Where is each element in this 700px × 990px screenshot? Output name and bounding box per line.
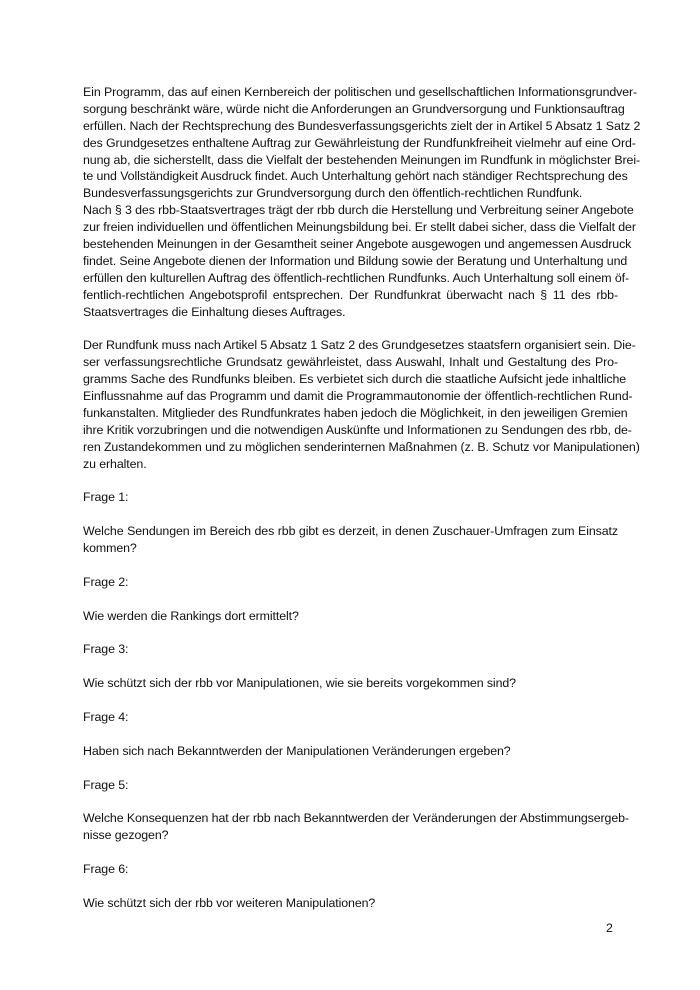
text-line: ihre Kritik vorzubringen und die notwendigen Auskünfte und Informationen zu Sendungen des rbb, de- (83, 422, 632, 437)
question-label: Frage 5: (83, 777, 129, 792)
text-line: gramms Sache des Rundfunks bleiben. Es verbietet sich durch die staatliche Aufsicht jede inhaltliche (83, 372, 627, 387)
question-list (83, 472, 629, 911)
text-line: Ein Programm, das auf einen Kernbereich der politischen und gesellschaftlichen Informationsgrundver- (83, 85, 638, 99)
question-text: kommen? (83, 541, 137, 556)
text-line: erfüllen den kulturellen Auftrag des öffentlich-rechtlichen Rundfunks. Auch Unterhaltung soll einem öf- (83, 270, 630, 285)
text-line: Staatsvertrages die Einhaltung dieses Auftrages. (83, 304, 346, 319)
text-line: zu erhalten. (83, 456, 147, 471)
text-line: Bundesverfassungsgerichts zur Grundversorgung durch den öffentlich-rechtlichen Rundfunk. (83, 186, 583, 201)
paragraph-spacer (83, 320, 618, 337)
question-text: Welche Konsequenzen hat der rbb nach Bekanntwerden der Veränderungen der Abstimmungsergeb- (83, 811, 629, 826)
text-line: nung ab, die sicherstellt, dass die Vielfalt der bestehenden Meinungen im Rundfunk in möglichster Brei- (83, 152, 641, 167)
text-line: Einflussnahme auf das Programm und damit die Programmautonomie der öffentlich-rechtlichen Rund- (83, 389, 633, 404)
question-text: Haben sich nach Bekanntwerden der Manipulationen Veränderungen ergeben? (83, 743, 511, 758)
text-line: findet. Seine Angebote dienen der Information und Bildung sowie der Beratung und Unterhaltung und (83, 253, 628, 268)
question-label: Frage 6: (83, 861, 129, 876)
question-text: Wie schützt sich der rbb vor weiteren Manipulationen? (83, 895, 376, 910)
question-label: Frage 4: (83, 709, 129, 724)
body-text (83, 84, 641, 472)
text-line: fentlich-rechtlichen Angebotsprofil entsprechen. Der Rundfunkrat überwacht nach § 11 des rbb- (83, 287, 618, 302)
text-line: bestehenden Meinungen in der Gesamtheit seiner Angebote ausgewogen und angemessen Ausdruck (83, 237, 632, 252)
text-line: zur freien individuellen und öffentlichen Meinungsbildung bei. Er stellt dabei sicher, dass die Vielfalt der (83, 220, 636, 235)
text-line: Der Rundfunk muss nach Artikel 5 Absatz 1 Satz 2 des Grundgesetzes staatsfern organisiert sein. Die- (83, 338, 636, 353)
document-page (83, 84, 641, 912)
question-label: Frage 3: (83, 642, 129, 657)
page-number: 2 (606, 921, 613, 935)
text-line: des Grundgesetzes enthaltene Auftrag zur Gewährleistung der Rundfunkfreiheit vielmehr auf eine Ord- (83, 135, 636, 150)
paragraph-2 (83, 202, 636, 320)
paragraph-3 (83, 337, 640, 472)
text-line: Nach § 3 des rbb-Staatsvertrages trägt der rbb durch die Herstellung und Verbreitung seiner Angebote (83, 203, 634, 218)
question-label: Frage 1: (83, 490, 129, 505)
text-line: erfüllen. Nach der Rechtsprechung des Bundesverfassungsgerichts zielt der in Artikel 5 Absatz 1 Satz 2 (83, 118, 641, 133)
question-text: Wie werden die Rankings dort ermittelt? (83, 608, 299, 623)
text-line: sorgung beschränkt wäre, würde nicht die Anforderungen an Grundversorgung und Funktionsauftrag (83, 101, 625, 116)
paragraph-1 (83, 84, 641, 202)
question-text: Wie schützt sich der rbb vor Manipulationen, wie sie bereits vorgekommen sind? (83, 676, 516, 691)
text-line: ser verfassungsrechtliche Grundsatz gewährleistet, dass Auswahl, Inhalt und Gestaltung des Pro- (83, 355, 618, 370)
question-text: Welche Sendungen im Bereich des rbb gibt es derzeit, in denen Zuschauer-Umfragen zum Einsatz (83, 524, 618, 539)
question-text: nisse gezogen? (83, 828, 169, 843)
text-line: te und Vollständigkeit Ausdruck findet. Auch Unterhaltung gehört nach ständiger Rechtsprechung des (83, 169, 628, 184)
text-line: ren Zustandekommen und zu möglichen senderinternen Maßnahmen (z. B. Schutz vor Manipulationen) (83, 439, 640, 454)
question-label: Frage 2: (83, 574, 129, 589)
text-line: funkanstalten. Mitglieder des Rundfunkrates haben jedoch die Möglichkeit, in den jeweiligen Gremien (83, 405, 628, 420)
